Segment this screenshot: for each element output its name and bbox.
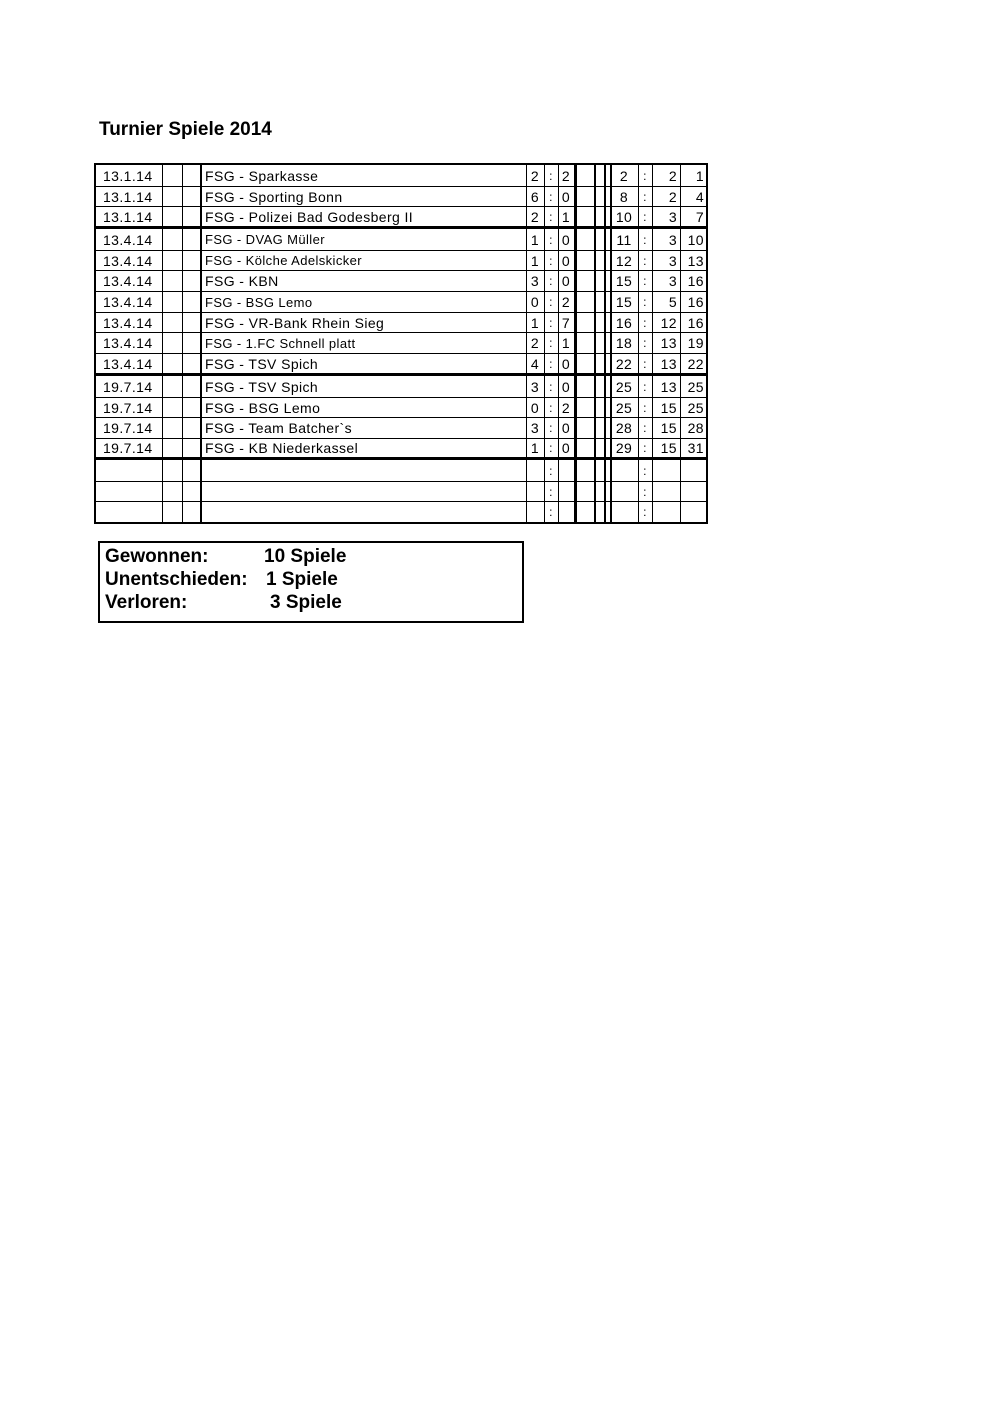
points-cell bbox=[680, 460, 706, 481]
table-row bbox=[96, 313, 706, 333]
table-row bbox=[96, 251, 706, 271]
date-cell: 13.4.14 bbox=[103, 273, 153, 289]
summary-box bbox=[98, 541, 524, 623]
grid-line bbox=[182, 165, 183, 522]
date-cell: 13.1.14 bbox=[103, 208, 153, 225]
total-for-cell: 25 bbox=[615, 378, 633, 395]
table-row bbox=[96, 502, 706, 522]
match-cell: FSG - BSG Lemo bbox=[205, 294, 313, 310]
grid-line bbox=[610, 165, 612, 522]
match-cell: FSG - TSV Spich bbox=[205, 378, 319, 395]
total-separator: : bbox=[643, 463, 647, 478]
goals-separator: : bbox=[549, 189, 553, 204]
total-for-cell bbox=[610, 482, 638, 501]
goals-for-cell bbox=[526, 502, 544, 522]
points-cell: 16 bbox=[687, 273, 704, 289]
total-against-cell: 3 bbox=[668, 273, 677, 289]
points-cell: 10 bbox=[687, 231, 704, 248]
total-against-cell: 12 bbox=[660, 314, 677, 331]
date-cell: 13.1.14 bbox=[103, 167, 153, 184]
table-row bbox=[96, 333, 706, 354]
total-for-cell: 18 bbox=[615, 335, 633, 351]
goals-separator: : bbox=[549, 336, 553, 350]
date-cell bbox=[96, 502, 162, 522]
total-for-cell bbox=[610, 502, 638, 522]
grid-line bbox=[574, 165, 577, 522]
total-for-cell bbox=[610, 460, 638, 481]
match-cell: FSG - Sporting Bonn bbox=[205, 188, 343, 205]
date-cell: 13.4.14 bbox=[103, 314, 153, 331]
goals-for-cell: 1 bbox=[530, 231, 540, 248]
points-cell: 4 bbox=[695, 188, 704, 205]
date-cell: 19.7.14 bbox=[103, 399, 153, 416]
grid-line bbox=[680, 165, 681, 522]
goals-against-cell: 2 bbox=[561, 294, 571, 310]
date-cell: 13.4.14 bbox=[103, 231, 153, 248]
table-row bbox=[96, 439, 706, 460]
date-cell: 13.4.14 bbox=[103, 252, 153, 269]
table-row bbox=[96, 482, 706, 502]
table-row bbox=[96, 229, 706, 251]
match-cell: FSG - 1.FC Schnell platt bbox=[205, 335, 356, 351]
grid-line bbox=[558, 165, 559, 522]
total-against-cell bbox=[652, 460, 680, 481]
draw-label: Unentschieden: bbox=[105, 569, 248, 590]
total-against-cell: 15 bbox=[660, 420, 677, 436]
goals-separator: : bbox=[549, 253, 553, 268]
goals-for-cell: 3 bbox=[530, 378, 540, 395]
grid-line bbox=[652, 165, 653, 522]
total-against-cell: 3 bbox=[668, 231, 677, 248]
total-separator: : bbox=[643, 189, 647, 204]
goals-separator: : bbox=[549, 463, 553, 478]
total-for-cell: 28 bbox=[615, 420, 633, 436]
goals-against-cell: 0 bbox=[561, 440, 571, 456]
goals-separator: : bbox=[549, 421, 553, 435]
grid-line bbox=[162, 165, 163, 522]
date-cell: 13.4.14 bbox=[103, 355, 153, 372]
points-cell bbox=[680, 502, 706, 522]
points-cell bbox=[680, 482, 706, 501]
total-separator: : bbox=[643, 484, 647, 499]
goals-separator: : bbox=[549, 274, 553, 288]
total-for-cell: 15 bbox=[615, 273, 633, 289]
total-separator: : bbox=[643, 295, 647, 309]
total-against-cell: 3 bbox=[668, 252, 677, 269]
total-for-cell: 11 bbox=[616, 231, 632, 248]
total-separator: : bbox=[643, 315, 647, 330]
goals-against-cell: 0 bbox=[561, 231, 571, 248]
goals-for-cell: 0 bbox=[530, 399, 540, 416]
goals-for-cell bbox=[526, 460, 544, 481]
total-separator: : bbox=[643, 505, 647, 519]
points-cell: 31 bbox=[687, 440, 704, 456]
table-row bbox=[96, 292, 706, 313]
points-cell: 28 bbox=[687, 420, 704, 436]
match-cell: FSG - BSG Lemo bbox=[205, 399, 321, 416]
total-against-cell bbox=[652, 482, 680, 501]
points-cell: 13 bbox=[687, 252, 704, 269]
goals-against-cell: 0 bbox=[561, 188, 571, 205]
goals-against-cell: 7 bbox=[561, 314, 571, 331]
goals-against-cell bbox=[558, 482, 574, 501]
goals-against-cell: 2 bbox=[561, 399, 571, 416]
total-against-cell: 2 bbox=[668, 188, 677, 205]
match-cell: FSG - VR-Bank Rhein Sieg bbox=[205, 314, 385, 331]
draw-value: 1 Spiele bbox=[266, 569, 338, 590]
total-for-cell: 29 bbox=[615, 440, 633, 456]
grid-line bbox=[526, 165, 527, 522]
match-cell: FSG - TSV Spich bbox=[205, 355, 319, 372]
grid-line bbox=[594, 165, 596, 522]
goals-separator: : bbox=[549, 232, 553, 247]
goals-against-cell: 0 bbox=[561, 420, 571, 436]
grid-line bbox=[544, 165, 545, 522]
grid-line bbox=[638, 165, 639, 522]
total-against-cell: 3 bbox=[668, 208, 677, 225]
goals-for-cell: 0 bbox=[530, 294, 540, 310]
total-against-cell: 13 bbox=[660, 335, 677, 351]
points-cell: 16 bbox=[687, 294, 704, 310]
goals-against-cell: 0 bbox=[561, 273, 571, 289]
table-row bbox=[96, 418, 706, 439]
total-for-cell: 10 bbox=[615, 208, 633, 225]
points-cell: 25 bbox=[687, 378, 704, 395]
total-for-cell: 25 bbox=[615, 399, 633, 416]
points-cell: 16 bbox=[687, 314, 704, 331]
total-for-cell: 15 bbox=[615, 294, 633, 310]
total-separator: : bbox=[643, 274, 647, 288]
goals-against-cell bbox=[558, 460, 574, 481]
match-cell: FSG - Team Batcher`s bbox=[205, 420, 353, 436]
match-cell bbox=[202, 460, 526, 481]
match-cell: FSG - Polizei Bad Godesberg II bbox=[205, 208, 414, 225]
match-cell: FSG - DVAG Müller bbox=[205, 232, 325, 247]
lost-label: Verloren: bbox=[105, 592, 188, 613]
match-cell: FSG - KB Niederkassel bbox=[205, 440, 359, 456]
goals-separator: : bbox=[549, 315, 553, 330]
goals-separator: : bbox=[549, 295, 553, 309]
date-cell bbox=[96, 460, 162, 481]
goals-separator: : bbox=[549, 209, 553, 224]
total-for-cell: 2 bbox=[619, 167, 629, 184]
date-cell: 13.4.14 bbox=[103, 294, 153, 310]
goals-separator: : bbox=[549, 379, 553, 394]
lost-value: 3 Spiele bbox=[270, 592, 342, 613]
goals-for-cell: 1 bbox=[530, 252, 540, 269]
total-against-cell bbox=[652, 502, 680, 522]
goals-against-cell: 1 bbox=[561, 335, 571, 351]
match-cell: FSG - Sparkasse bbox=[205, 167, 319, 184]
goals-against-cell: 0 bbox=[561, 378, 571, 395]
goals-separator: : bbox=[549, 356, 553, 371]
match-cell bbox=[202, 482, 526, 501]
goals-against-cell: 1 bbox=[561, 208, 571, 225]
table-row bbox=[96, 460, 706, 482]
total-separator: : bbox=[643, 232, 647, 247]
won-value: 10 Spiele bbox=[264, 546, 347, 567]
match-cell: FSG - Kölche Adelskicker bbox=[205, 253, 362, 268]
goals-for-cell: 3 bbox=[530, 420, 540, 436]
match-cell: FSG - KBN bbox=[205, 273, 279, 289]
date-cell: 19.7.14 bbox=[103, 378, 153, 395]
points-cell: 22 bbox=[687, 355, 704, 372]
total-for-cell: 8 bbox=[619, 188, 629, 205]
table-row bbox=[96, 207, 706, 229]
table-row bbox=[96, 271, 706, 292]
grid-line bbox=[604, 165, 606, 522]
goals-separator: : bbox=[549, 505, 553, 519]
total-separator: : bbox=[643, 400, 647, 415]
goals-for-cell bbox=[526, 482, 544, 501]
table-row bbox=[96, 398, 706, 418]
total-separator: : bbox=[643, 441, 647, 455]
goals-for-cell: 2 bbox=[530, 335, 540, 351]
goals-separator: : bbox=[549, 168, 553, 183]
results-table bbox=[94, 163, 708, 524]
won-label: Gewonnen: bbox=[105, 546, 209, 567]
date-cell: 19.7.14 bbox=[103, 440, 153, 456]
total-against-cell: 13 bbox=[660, 355, 677, 372]
total-for-cell: 12 bbox=[615, 252, 633, 269]
table-row bbox=[96, 187, 706, 207]
date-cell: 19.7.14 bbox=[103, 420, 153, 436]
goals-for-cell: 4 bbox=[530, 355, 540, 372]
points-cell: 1 bbox=[695, 167, 704, 184]
total-separator: : bbox=[643, 421, 647, 435]
date-cell: 13.4.14 bbox=[103, 335, 153, 351]
goals-for-cell: 6 bbox=[530, 188, 540, 205]
goals-for-cell: 1 bbox=[530, 314, 540, 331]
total-for-cell: 22 bbox=[615, 355, 633, 372]
total-for-cell: 16 bbox=[615, 314, 633, 331]
match-cell bbox=[202, 502, 526, 522]
goals-against-cell: 0 bbox=[561, 252, 571, 269]
goals-for-cell: 2 bbox=[530, 167, 540, 184]
goals-for-cell: 2 bbox=[530, 208, 540, 225]
date-cell: 13.1.14 bbox=[103, 188, 153, 205]
date-cell bbox=[96, 482, 162, 501]
total-against-cell: 15 bbox=[660, 440, 677, 456]
table-row bbox=[96, 354, 706, 376]
total-separator: : bbox=[643, 168, 647, 183]
goals-for-cell: 3 bbox=[530, 273, 540, 289]
total-separator: : bbox=[643, 253, 647, 268]
total-against-cell: 13 bbox=[660, 378, 677, 395]
total-separator: : bbox=[643, 209, 647, 224]
total-against-cell: 5 bbox=[668, 294, 677, 310]
points-cell: 25 bbox=[687, 399, 704, 416]
goals-separator: : bbox=[549, 484, 553, 499]
total-against-cell: 2 bbox=[668, 167, 677, 184]
total-against-cell: 15 bbox=[660, 399, 677, 416]
table-row bbox=[96, 165, 706, 187]
grid-line bbox=[200, 165, 202, 522]
total-separator: : bbox=[643, 336, 647, 350]
points-cell: 7 bbox=[695, 208, 704, 225]
goals-against-cell: 0 bbox=[561, 355, 571, 372]
table-row bbox=[96, 376, 706, 398]
total-separator: : bbox=[643, 356, 647, 371]
goals-separator: : bbox=[549, 441, 553, 455]
goals-against-cell bbox=[558, 502, 574, 522]
goals-separator: : bbox=[549, 400, 553, 415]
page-title: Turnier Spiele 2014 bbox=[99, 119, 272, 140]
points-cell: 19 bbox=[687, 335, 704, 351]
total-separator: : bbox=[643, 379, 647, 394]
goals-against-cell: 2 bbox=[561, 167, 571, 184]
goals-for-cell: 1 bbox=[530, 440, 540, 456]
